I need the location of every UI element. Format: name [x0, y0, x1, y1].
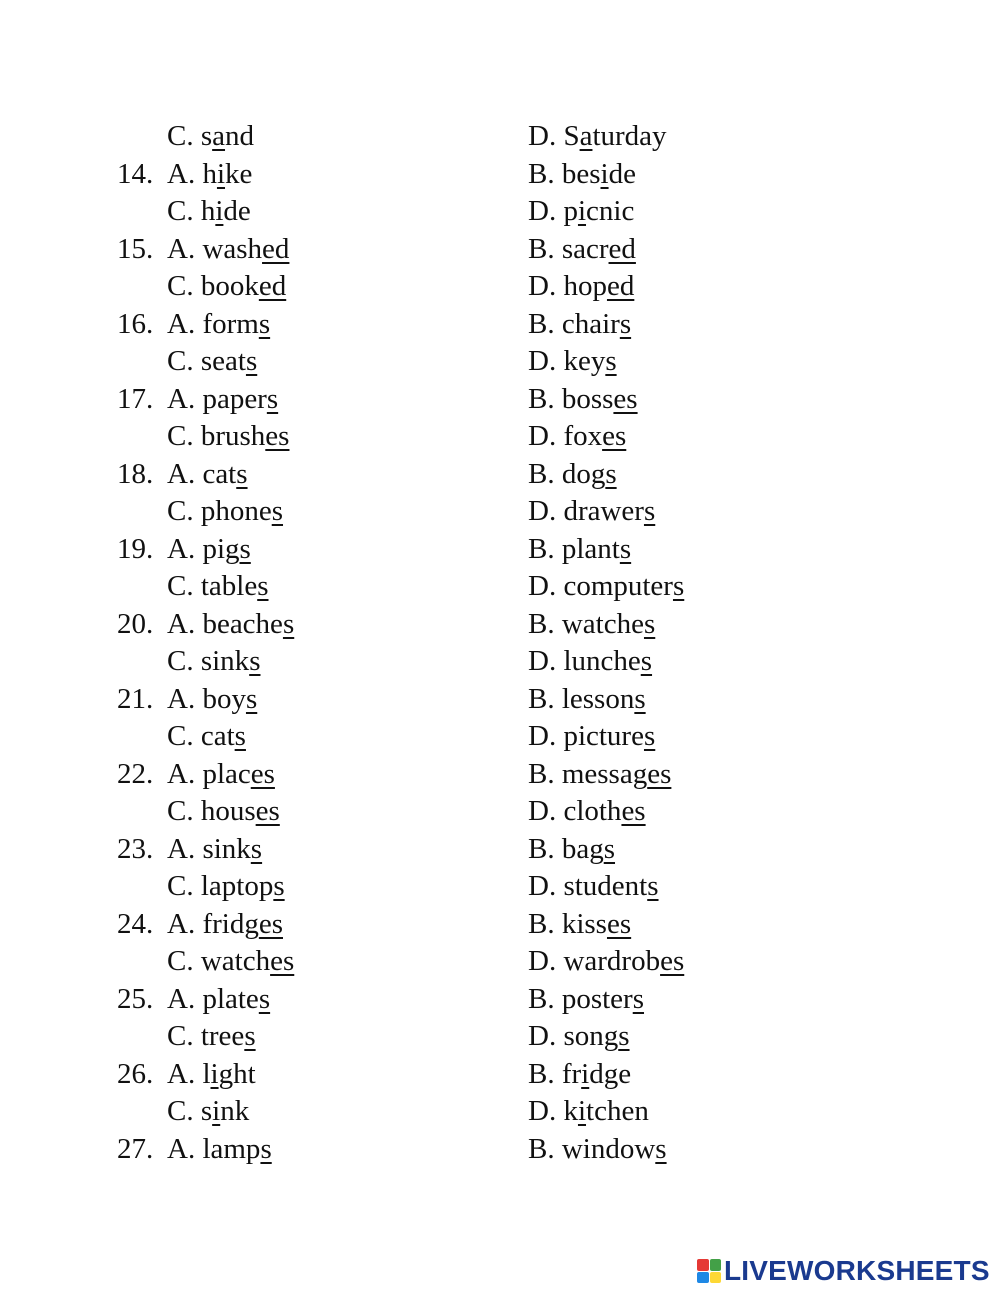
option-left: [167, 981, 270, 1019]
underlined-letters: s: [245, 682, 258, 715]
option-prefix: B. fr: [528, 1057, 582, 1090]
option-right: [528, 906, 631, 944]
option-prefix: B. window: [528, 1132, 656, 1165]
question-number: 15.: [117, 232, 154, 265]
underlined-letters: es: [606, 907, 632, 940]
underlined-letters: s: [249, 645, 261, 677]
question-row: [0, 343, 1000, 381]
underlined-letters: i: [212, 1095, 221, 1127]
underlined-letters: i: [581, 1057, 590, 1090]
underlined-letters: s: [605, 457, 617, 490]
underlined-letters: i: [600, 157, 609, 190]
option-left: [167, 756, 275, 794]
option-suffix: de: [608, 157, 636, 190]
option-right: [528, 1056, 631, 1094]
option-left: [167, 681, 257, 719]
option-prefix: C. tree: [167, 1020, 245, 1052]
option-right: [528, 306, 631, 344]
option-left: [167, 456, 248, 494]
question-number: 20.: [117, 607, 154, 640]
question-row: [0, 1018, 1000, 1056]
underlined-letters: s: [258, 982, 271, 1015]
option-left: [167, 718, 246, 756]
option-prefix: B. bag: [528, 832, 604, 865]
option-right: [528, 606, 655, 644]
option-prefix: C. s: [167, 120, 213, 152]
option-prefix: B. sacr: [528, 232, 609, 265]
option-left: [167, 306, 270, 344]
option-prefix: A. paper: [167, 382, 267, 415]
option-left: [167, 156, 252, 194]
underlined-letters: i: [577, 1095, 587, 1127]
option-prefix: A. boy: [167, 682, 246, 715]
underlined-letters: es: [647, 757, 672, 790]
option-prefix: D. S: [528, 120, 580, 152]
question-row: [0, 681, 1000, 719]
option-suffix: ke: [225, 157, 253, 190]
question-number: 27.: [117, 1132, 154, 1165]
option-prefix: A. plac: [167, 757, 251, 790]
option-right: [528, 943, 684, 981]
option-prefix: A. fridg: [167, 907, 259, 940]
option-prefix: D. cloth: [528, 795, 622, 827]
underlined-letters: es: [258, 907, 283, 940]
option-prefix: B. plant: [528, 532, 620, 565]
underlined-letters: i: [577, 195, 587, 227]
option-prefix: D. k: [528, 1095, 578, 1127]
option-left: [167, 531, 251, 569]
option-prefix: A. plate: [167, 982, 259, 1015]
question-row: [0, 231, 1000, 269]
question-row: [0, 381, 1000, 419]
question-row: [0, 456, 1000, 494]
brand-name: LIVEWORKSHEETS: [724, 1255, 990, 1286]
underlined-letters: s: [618, 1020, 630, 1052]
option-prefix: C. seat: [167, 345, 246, 377]
option-left: [167, 1056, 256, 1094]
underlined-letters: s: [643, 495, 656, 527]
question-row: [0, 1056, 1000, 1094]
underlined-letters: ed: [606, 270, 635, 302]
underlined-letters: s: [640, 645, 653, 677]
option-prefix: D. computer: [528, 570, 673, 602]
option-right: [528, 381, 638, 419]
liveworksheets-brand[interactable]: [697, 1255, 990, 1287]
underlined-letters: s: [619, 307, 632, 340]
underlined-letters: ed: [608, 232, 636, 265]
underlined-letters: ed: [258, 270, 287, 302]
option-prefix: C. phone: [167, 495, 272, 527]
option-prefix: B. chair: [528, 307, 620, 340]
question-row: [0, 268, 1000, 306]
option-prefix: C. s: [167, 1095, 213, 1127]
option-prefix: C. sink: [167, 645, 250, 677]
question-number: 23.: [117, 832, 154, 865]
underlined-letters: es: [250, 757, 275, 790]
option-prefix: B. bes: [528, 157, 601, 190]
option-right: [528, 793, 646, 831]
question-row: [0, 1093, 1000, 1131]
option-right: [528, 1018, 630, 1056]
underlined-letters: s: [619, 532, 632, 565]
underlined-letters: s: [234, 720, 246, 752]
underlined-letters: s: [266, 382, 279, 415]
question-row: [0, 606, 1000, 644]
option-prefix: D. key: [528, 345, 606, 377]
option-prefix: A. wash: [167, 232, 263, 265]
logo-square-red: [697, 1259, 709, 1271]
question-row: [0, 868, 1000, 906]
option-right: [528, 1131, 667, 1169]
option-right: [528, 643, 652, 681]
option-prefix: B. watche: [528, 607, 644, 640]
option-prefix: A. h: [167, 157, 217, 190]
underlined-letters: i: [215, 195, 224, 227]
question-number: 26.: [117, 1057, 154, 1090]
underlined-letters: i: [210, 1057, 219, 1090]
underlined-letters: es: [602, 420, 627, 452]
question-row: [0, 943, 1000, 981]
option-prefix: C. cat: [167, 720, 235, 752]
question-row: [0, 1131, 1000, 1169]
question-row: [0, 193, 1000, 231]
option-suffix: ght: [218, 1057, 256, 1090]
underlined-letters: es: [660, 945, 685, 977]
option-left: [167, 268, 286, 306]
underlined-letters: s: [647, 870, 659, 902]
option-prefix: D. picture: [528, 720, 644, 752]
option-prefix: D. p: [528, 195, 578, 227]
option-left: [167, 1131, 272, 1169]
option-prefix: A. form: [167, 307, 259, 340]
option-prefix: D. hop: [528, 270, 607, 302]
underlined-letters: es: [255, 795, 280, 827]
underlined-letters: s: [282, 607, 295, 640]
underlined-letters: s: [605, 345, 617, 377]
question-row: [0, 418, 1000, 456]
option-right: [528, 418, 626, 456]
option-prefix: C. h: [167, 195, 216, 227]
underlined-letters: s: [258, 307, 271, 340]
question-row: [0, 568, 1000, 606]
option-suffix: cnic: [586, 195, 635, 227]
option-prefix: D. fox: [528, 420, 603, 452]
option-suffix: tchen: [586, 1095, 649, 1127]
option-left: [167, 831, 262, 869]
option-prefix: B. poster: [528, 982, 633, 1015]
option-left: [167, 868, 285, 906]
question-number: 18.: [117, 457, 154, 490]
option-left: [167, 793, 280, 831]
option-right: [528, 756, 671, 794]
underlined-letters: s: [260, 1132, 272, 1165]
option-left: [167, 568, 269, 606]
question-row: [0, 831, 1000, 869]
option-left: [167, 1018, 256, 1056]
option-left: [167, 493, 283, 531]
option-prefix: A. cat: [167, 457, 237, 490]
option-left: [167, 906, 283, 944]
underlined-letters: s: [244, 1020, 256, 1052]
question-row: [0, 531, 1000, 569]
option-prefix: A. lamp: [167, 1132, 261, 1165]
option-prefix: B. boss: [528, 382, 614, 415]
question-row: [0, 981, 1000, 1019]
question-row: [0, 793, 1000, 831]
underlined-letters: es: [613, 382, 638, 415]
underlined-letters: es: [270, 945, 295, 977]
underlined-letters: s: [250, 832, 263, 865]
underlined-letters: es: [265, 420, 290, 452]
underlined-letters: s: [634, 682, 646, 715]
option-prefix: D. drawer: [528, 495, 644, 527]
option-left: [167, 606, 294, 644]
option-right: [528, 831, 615, 869]
underlined-letters: es: [621, 795, 646, 827]
question-number: 21.: [117, 682, 154, 715]
underlined-letters: a: [579, 120, 593, 152]
option-left: [167, 231, 289, 269]
underlined-letters: i: [216, 157, 226, 190]
option-right: [528, 343, 617, 381]
option-prefix: A. l: [167, 1057, 211, 1090]
underlined-letters: s: [239, 532, 251, 565]
logo-square-green: [710, 1259, 722, 1271]
option-right: [528, 981, 644, 1019]
option-prefix: B. lesson: [528, 682, 635, 715]
option-right: [528, 118, 667, 156]
option-prefix: B. messag: [528, 757, 648, 790]
option-prefix: C. hous: [167, 795, 256, 827]
option-suffix: turday: [592, 120, 667, 152]
question-row: [0, 906, 1000, 944]
underlined-letters: s: [273, 870, 285, 902]
underlined-letters: a: [212, 120, 226, 152]
question-row: [0, 493, 1000, 531]
option-right: [528, 531, 631, 569]
option-right: [528, 493, 655, 531]
option-suffix: dge: [589, 1057, 632, 1090]
underlined-letters: s: [672, 570, 685, 602]
option-prefix: D. lunche: [528, 645, 641, 677]
question-number: 22.: [117, 757, 154, 790]
question-row: [0, 156, 1000, 194]
option-left: [167, 418, 289, 456]
option-prefix: D. song: [528, 1020, 619, 1052]
question-number: 24.: [117, 907, 154, 940]
question-number: 19.: [117, 532, 154, 565]
option-left: [167, 193, 251, 231]
question-number: 17.: [117, 382, 154, 415]
underlined-letters: s: [271, 495, 284, 527]
underlined-letters: s: [236, 457, 248, 490]
option-prefix: B. kiss: [528, 907, 607, 940]
option-right: [528, 156, 636, 194]
option-suffix: nk: [220, 1095, 250, 1127]
option-right: [528, 718, 655, 756]
option-prefix: A. pig: [167, 532, 240, 565]
option-prefix: C. brush: [167, 420, 266, 452]
option-right: [528, 681, 646, 719]
option-left: [167, 643, 260, 681]
option-left: [167, 118, 254, 156]
underlined-letters: s: [643, 607, 656, 640]
question-number: 16.: [117, 307, 154, 340]
option-prefix: C. book: [167, 270, 259, 302]
question-number: 25.: [117, 982, 154, 1015]
underlined-letters: s: [643, 720, 656, 752]
underlined-letters: s: [632, 982, 645, 1015]
option-prefix: C. watch: [167, 945, 271, 977]
option-right: [528, 456, 617, 494]
option-left: [167, 381, 278, 419]
option-prefix: D. student: [528, 870, 648, 902]
logo-square-yellow: [710, 1272, 722, 1284]
option-right: [528, 868, 659, 906]
option-suffix: nd: [225, 120, 255, 152]
question-row: [0, 306, 1000, 344]
option-left: [167, 943, 294, 981]
underlined-letters: s: [603, 832, 616, 865]
underlined-letters: ed: [262, 232, 290, 265]
liveworksheets-logo-icon: [697, 1259, 721, 1283]
option-right: [528, 231, 636, 269]
option-prefix: B. dog: [528, 457, 606, 490]
question-row: [0, 718, 1000, 756]
option-left: [167, 1093, 249, 1131]
underlined-letters: s: [257, 570, 269, 602]
logo-square-blue: [697, 1272, 709, 1284]
option-prefix: C. table: [167, 570, 258, 602]
option-suffix: de: [223, 195, 251, 227]
worksheet-body: [0, 118, 1000, 1168]
option-right: [528, 1093, 649, 1131]
question-row: [0, 643, 1000, 681]
option-right: [528, 193, 634, 231]
option-left: [167, 343, 257, 381]
underlined-letters: s: [655, 1132, 667, 1165]
question-number: 14.: [117, 157, 154, 190]
option-prefix: C. laptop: [167, 870, 274, 902]
underlined-letters: s: [245, 345, 258, 377]
option-prefix: A. sink: [167, 832, 251, 865]
option-prefix: A. beache: [167, 607, 283, 640]
option-prefix: D. wardrob: [528, 945, 661, 977]
question-row: [0, 756, 1000, 794]
option-right: [528, 568, 684, 606]
question-row: [0, 118, 1000, 156]
option-right: [528, 268, 634, 306]
